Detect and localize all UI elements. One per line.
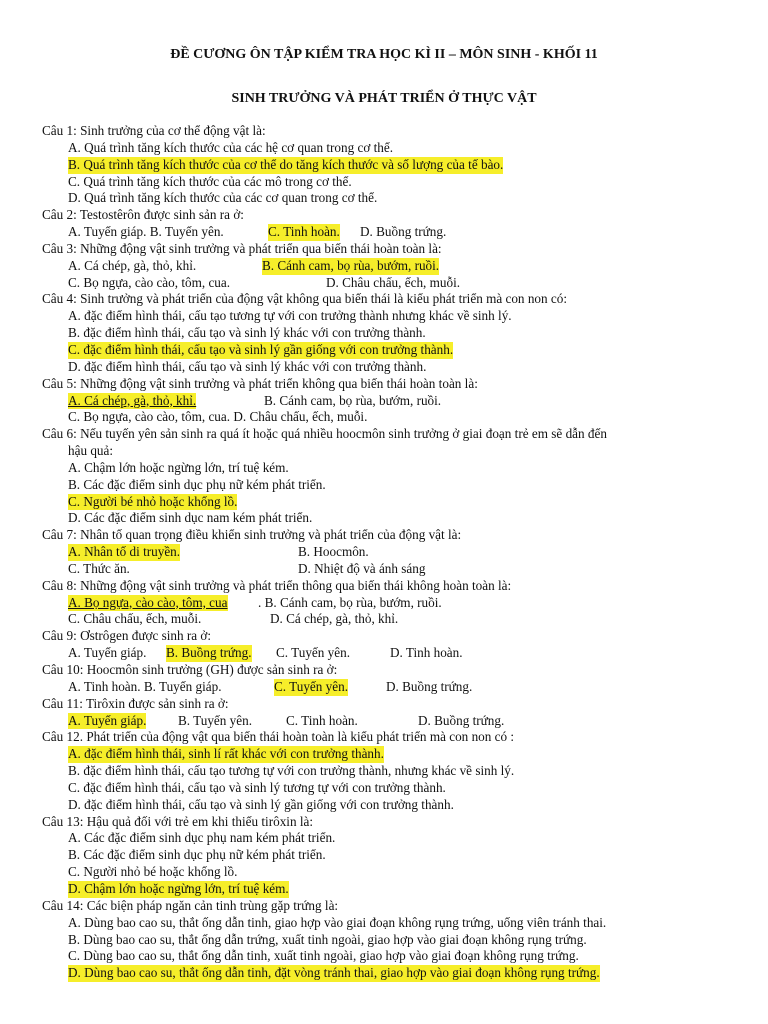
question-text: Câu 7: Nhân tố quan trọng điều khiển sinh trưởng và phát triển của động vật là: [42,527,462,543]
document-title: ĐỀ CƯƠNG ÔN TẬP KIỂM TRA HỌC KÌ II – MÔN SINH - KHỐI 11 [170,47,598,62]
question-text: Câu 2: Testostêrôn được sinh sản ra ở: [42,207,244,223]
answer-line [42,595,752,612]
answer-line [42,645,752,662]
highlighted-answer: A. Bọ ngựa, cào cào, tôm, cua [68,594,228,610]
answer-line [42,308,752,325]
question-text: Câu 1: Sinh trưởng của cơ thể động vật là: [42,123,266,138]
answer-line [42,494,752,511]
answer-option: B. Tuyến yên. [178,712,253,728]
question-line [42,578,752,595]
answer-option: A. Tuyến giáp. B. Tuyến yên. [68,224,224,240]
answer-option: A. Cá chép, gà, thỏ, khỉ. [68,257,197,273]
answer-option: C. đặc điểm hình thái, cấu tạo và sinh lý tương tự với con trưởng thành. [68,779,446,795]
answer-line [42,359,752,376]
question-line [42,291,752,308]
answer-line [42,477,752,494]
answer-line [42,713,752,730]
answer-line [42,460,752,477]
highlighted-answer: A. Nhân tố di truyền. [68,544,181,560]
answer-option: . B. Cánh cam, bọ rùa, bướm, ruồi. [258,594,442,610]
answer-option: C. Tuyến yên. [276,645,351,661]
answer-option: C. Người nhỏ bé hoặc khổng lồ. [68,864,238,880]
highlighted-answer: B. Buồng trứng. [166,645,252,661]
answer-option: A. Các đặc điểm sinh dục phụ nam kém phát triển. [68,830,336,846]
answer-option: C. Dùng bao cao su, thắt ống dẫn tinh, xuất tinh ngoài, giao hợp vào giai đoạn không rụng trứng. [68,948,579,964]
answer-option: C. Bọ ngựa, cào cào, tôm, cua. [68,274,231,290]
answer-line [42,948,752,965]
answer-option: B. Cánh cam, bọ rùa, bướm, ruồi. [264,392,442,408]
answer-option: C. Quá trình tăng kích thước của các mô trong cơ thể. [68,173,352,189]
answer-line [42,611,752,628]
highlighted-answer: C. Người bé nhỏ hoặc khổng lồ. [68,493,238,509]
answer-option: D. đặc điểm hình thái, cấu tạo và sinh lý gần giống với con trưởng thành. [68,796,454,812]
answer-line [42,864,752,881]
answer-option: D. Buồng trứng. [386,678,473,694]
answer-option: A. đặc điểm hình thái, cấu tạo tương tự với con trưởng thành nhưng khác về sinh lý. [68,308,512,324]
answer-option: B. đặc điểm hình thái, cấu tạo tương tự với con trưởng thành, nhưng khác về sinh lý. [68,763,515,779]
question-line [42,814,752,831]
section-title: SINH TRƯỞNG VÀ PHÁT TRIỂN Ở THỰC VẬT [231,91,537,106]
question-text: Câu 14: Các biện pháp ngăn cản tinh trùng gặp trứng là: [42,897,339,913]
answer-option: C. Bọ ngựa, cào cào, tôm, cua. D. Châu chấu, ếch, muỗi. [68,409,368,425]
question-text: Câu 4: Sinh trưởng và phát triển của động vật không qua biến thái là kiểu phát triển mà con non có: [42,291,568,307]
highlighted-answer: D. Dùng bao cao su, thắt ống dẫn tinh, đặt vòng tránh thai, giao hợp vào giai đoạn không rụng trứng. [68,965,600,981]
answer-line [42,157,752,174]
question-text: Câu 12. Phát triển của động vật qua biến thái hoàn toàn là kiểu phát triển mà con non có : [42,729,515,745]
answer-option: hậu quả: [68,443,114,459]
question-line [42,376,752,393]
question-line [42,426,752,443]
answer-option: D. Quá trình tăng kích thước của các cơ quan trong cơ thể. [68,190,378,206]
question-text: Câu 5: Những động vật sinh trưởng và phát triển không qua biến thái hoàn toàn là: [42,375,478,391]
answer-line [42,830,752,847]
answer-line [42,679,752,696]
question-line [42,662,752,679]
answer-line [42,881,752,898]
answer-option: C. Châu chấu, ếch, muỗi. [68,611,202,627]
answer-line [42,746,752,763]
highlighted-answer: B. Quá trình tăng kích thước của cơ thể do tăng kích thước và số lượng của tế bào. [68,156,504,172]
question-text: Câu 13: Hậu quả đối với trẻ em khi thiếu tirôxin là: [42,813,314,829]
question-text: Câu 8: Những động vật sinh trưởng và phát triển thông qua biến thái không hoàn toàn là: [42,577,512,593]
answer-option: B. Dùng bao cao su, thắt ống dẫn trứng, xuất tinh ngoài, giao hợp vào giai đoạn không rụng trứng. [68,931,587,947]
answer-line [42,780,752,797]
answer-option: A. Quá trình tăng kích thước của các hệ cơ quan trong cơ thể. [68,139,394,155]
answer-line [42,140,752,157]
answer-line [42,965,752,982]
answer-line [42,275,752,292]
answer-option: C. Tinh hoàn. [286,712,358,728]
answer-option: A. Tinh hoàn. B. Tuyến giáp. [68,678,222,694]
highlighted-answer: B. Cánh cam, bọ rùa, bướm, ruồi. [262,257,440,273]
answer-line [42,915,752,932]
answer-option: D. đặc điểm hình thái, cấu tạo và sinh lý khác với con trưởng thành. [68,358,427,374]
highlighted-answer: A. đặc điểm hình thái, sinh lí rất khác với con trưởng thành. [68,746,384,762]
question-text: Câu 9: Ơstrôgen được sinh ra ở: [42,628,212,644]
question-line [42,628,752,645]
question-line [42,207,752,224]
question-line [42,527,752,544]
answer-line [42,174,752,191]
question-line [42,241,752,258]
question-line [42,696,752,713]
question-list [42,123,752,982]
answer-line [42,224,752,241]
question-text: Câu 10: Hoocmôn sinh trưởng (GH) được sản sinh ra ở: [42,662,338,677]
answer-line [42,763,752,780]
answer-option: D. Tinh hoàn. [390,645,463,661]
answer-option: D. Các đặc điểm sinh dục nam kém phát triển. [68,510,313,526]
answer-option: B. đặc điểm hình thái, cấu tạo và sinh lý khác với con trưởng thành. [68,325,426,341]
answer-line [42,393,752,410]
answer-line [42,258,752,275]
answer-line [42,544,752,561]
question-line [42,898,752,915]
highlighted-answer: A. Cá chép, gà, thỏ, khỉ. [68,392,197,408]
highlighted-answer: C. đặc điểm hình thái, cấu tạo và sinh lý gần giống với con trưởng thành. [68,341,454,357]
question-text: Câu 6: Nếu tuyến yên sản sinh ra quá ít hoặc quá nhiều hoocmôn sinh trưởng ở giai đoạn trẻ em sẽ dẫn đến [42,426,607,442]
highlighted-answer: D. Chậm lớn hoặc ngừng lớn, trí tuệ kém. [68,880,289,896]
answer-option: D. Buồng trứng. [418,712,505,728]
answer-option: A. Chậm lớn hoặc ngừng lớn, trí tuệ kém. [68,459,289,475]
answer-line [42,847,752,864]
answer-line [42,409,752,426]
highlighted-answer: A. Tuyến giáp. [68,712,147,728]
answer-line [42,325,752,342]
answer-line [42,342,752,359]
answer-option: B. Các đặc điểm sinh dục phụ nữ kém phát triển. [68,476,326,492]
answer-option: D. Nhiệt độ và ánh sáng [298,560,426,576]
answer-line [42,797,752,814]
answer-option: B. Các đặc điểm sinh dục phụ nữ kém phát triển. [68,847,326,863]
question-line [42,123,752,140]
answer-option: D. Buồng trứng. [360,224,447,240]
answer-option: A. Dùng bao cao su, thắt ống dẫn tinh, giao hợp vào giai đoạn không rụng trứng, uống viên tránh thai. [68,914,607,930]
answer-option: A. Tuyến giáp. [68,645,147,661]
answer-line [42,932,752,949]
answer-line [42,443,752,460]
highlighted-answer: C. Tuyến yên. [274,678,349,694]
question-line [42,729,752,746]
answer-option: D. Cá chép, gà, thỏ, khỉ. [270,611,399,627]
question-text: Câu 3: Những động vật sinh trưởng và phát triển qua biến thái hoàn toàn là: [42,240,442,256]
highlighted-answer: C. Tinh hoàn. [268,224,340,240]
answer-option: C. Thức ăn. [68,560,130,576]
answer-line [42,561,752,578]
answer-option: D. Châu chấu, ếch, muỗi. [326,274,461,290]
answer-option: B. Hoocmôn. [298,544,369,560]
question-text: Câu 11: Tirôxin được sản sinh ra ở: [42,695,229,711]
answer-line [42,510,752,527]
answer-line [42,190,752,207]
